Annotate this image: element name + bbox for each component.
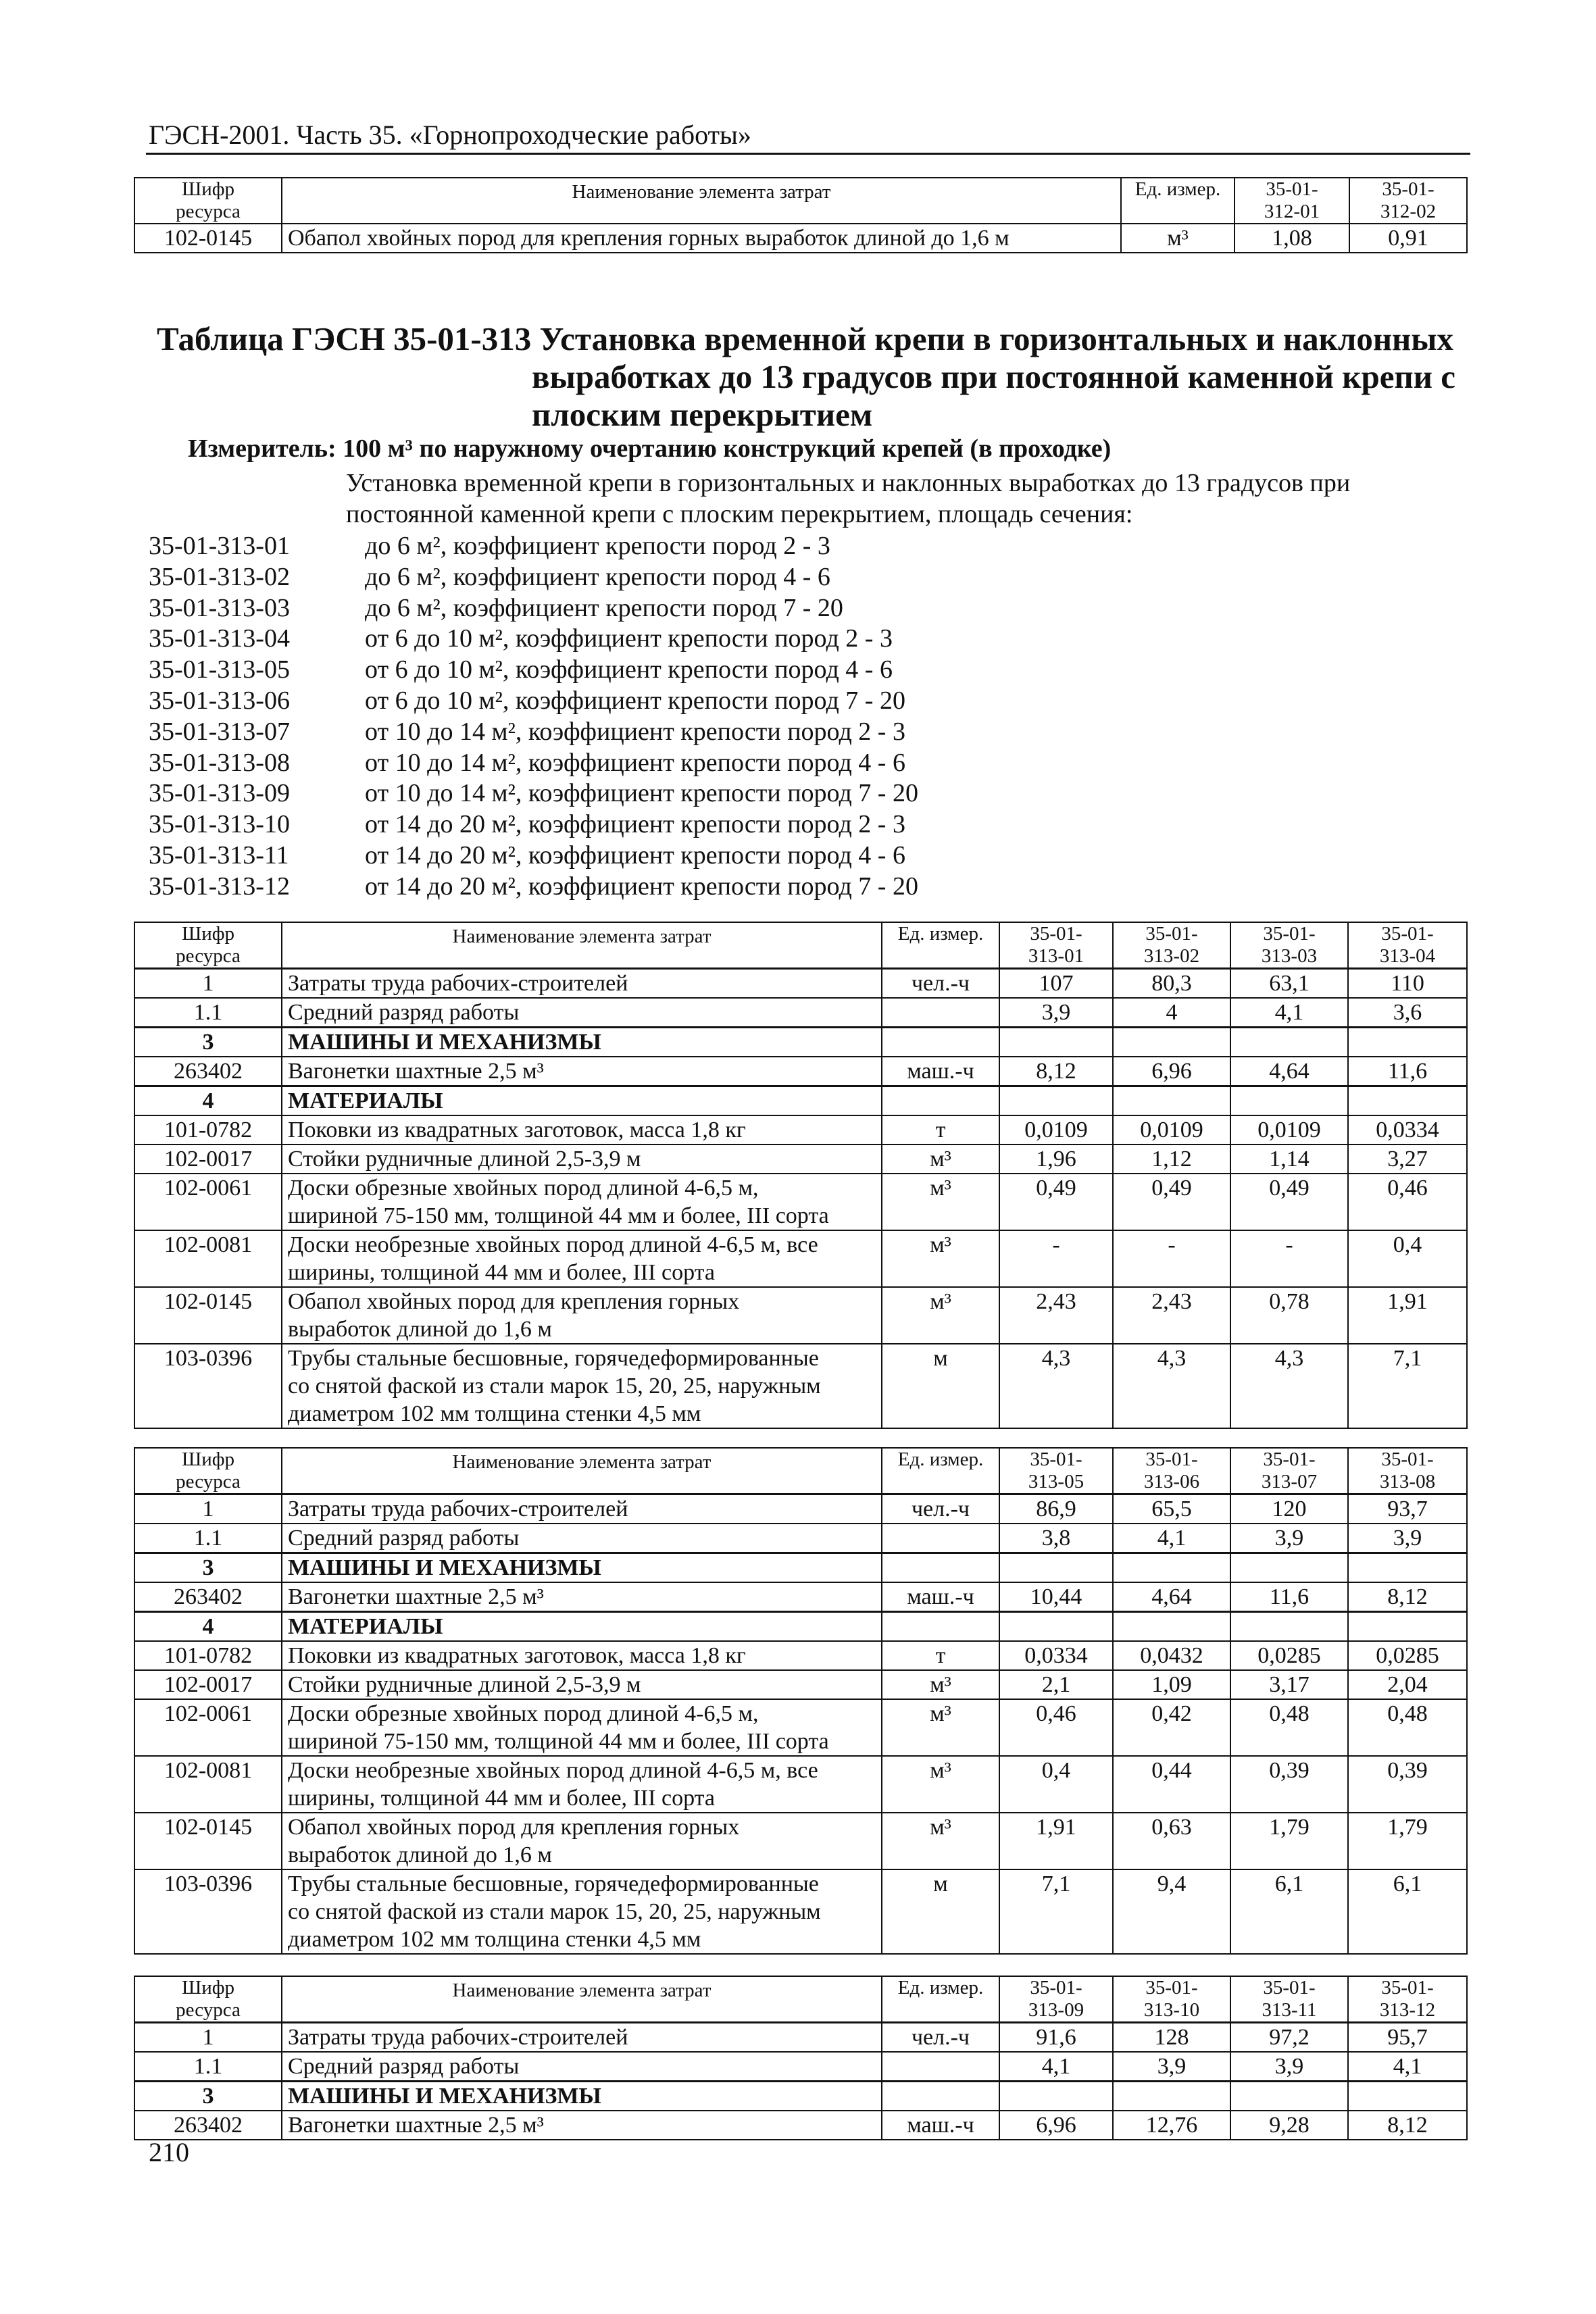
value-cell: 1,91 (1348, 1287, 1467, 1344)
value-cell: 0,0109 (1113, 1115, 1230, 1145)
header-col: 35-01- 313-09 (999, 1976, 1113, 2023)
value-cell: 4,1 (1348, 2052, 1467, 2082)
value-cell: 8,12 (999, 1057, 1113, 1086)
table-row (134, 224, 1467, 253)
table-row (134, 998, 1467, 1028)
header-col: 35-01- 313-08 (1348, 1448, 1467, 1494)
resource-name: Стойки рудничные длиной 2,5-3,9 м (282, 1145, 882, 1174)
table-row (134, 1582, 1467, 1612)
value-cell: 3,9 (1113, 2052, 1230, 2082)
norm-code-list (149, 531, 918, 903)
table-row (134, 2052, 1467, 2082)
resource-name: Затраты труда рабочих-строителей (282, 2023, 882, 2053)
value-cell: 0,0285 (1230, 1641, 1348, 1670)
value-cell: 0,4 (1348, 1230, 1467, 1287)
list-item (149, 593, 918, 624)
header-name: Наименование элемента затрат (282, 1448, 882, 1494)
resource-unit: т (882, 1115, 999, 1145)
header-unit: Ед. измер. (1121, 178, 1235, 224)
value-cell: 91,6 (999, 2023, 1113, 2053)
cost-table-1 (134, 922, 1468, 1429)
resource-code: 3 (134, 2082, 282, 2111)
resource-code: 102-0145 (134, 1813, 282, 1869)
header-col: 35-01- 313-01 (999, 922, 1113, 969)
list-item (149, 624, 918, 655)
norm-code: 35-01-313-11 (149, 840, 289, 870)
header-col: 35-01- 313-03 (1230, 922, 1348, 969)
resource-name: Обапол хвойных пород для крепления горных выработок длиной до 1,6 м (282, 1813, 882, 1869)
resource-code: 103-0396 (134, 1869, 282, 1954)
resource-code: 102-0145 (134, 224, 282, 253)
value-cell (1113, 2082, 1230, 2111)
section-row (134, 1028, 1467, 1057)
header-code: Шифр ресурса (134, 1976, 282, 2023)
resource-unit (882, 2082, 999, 2111)
table-row (134, 1057, 1467, 1086)
cost-table-3 (134, 1976, 1468, 2140)
value-cell: 128 (1113, 2023, 1230, 2053)
norm-description: от 6 до 10 м², коэффициент крепости пород 7 - 20 (365, 686, 905, 715)
norm-description: от 10 до 14 м², коэффициент крепости пород 4 - 6 (365, 748, 905, 777)
table-row (134, 1145, 1467, 1174)
resource-unit: м³ (882, 1813, 999, 1869)
table-row (134, 1230, 1467, 1287)
list-item (149, 748, 918, 779)
resource-code: 102-0145 (134, 1287, 282, 1344)
value-cell: 2,43 (999, 1287, 1113, 1344)
resource-code: 101-0782 (134, 1641, 282, 1670)
value-cell (999, 2082, 1113, 2111)
norm-code: 35-01-313-01 (149, 532, 290, 560)
resource-name: Доски обрезные хвойных пород длиной 4-6,5 м, шириной 75-150 мм, толщиной 44 мм и более, III сорта (282, 1699, 882, 1756)
header-col: 35-01- 313-02 (1113, 922, 1230, 969)
header-unit: Ед. измер. (882, 1448, 999, 1494)
value-cell (999, 1553, 1113, 1583)
norm-description: от 10 до 14 м², коэффициент крепости пород 7 - 20 (365, 779, 918, 808)
value-cell (1230, 1553, 1348, 1583)
value-cell: 0,39 (1348, 1756, 1467, 1813)
value-cell: 6,1 (1230, 1869, 1348, 1954)
value-cell: 0,0334 (999, 1641, 1113, 1670)
resource-unit: маш.-ч (882, 1582, 999, 1612)
resource-code: 3 (134, 1028, 282, 1057)
value-cell: 1,96 (999, 1145, 1113, 1174)
table-row (134, 1344, 1467, 1428)
value-cell: 0,48 (1348, 1699, 1467, 1756)
value-cell: 80,3 (1113, 969, 1230, 999)
resource-name: Вагонетки шахтные 2,5 м³ (282, 1582, 882, 1612)
resource-code: 1 (134, 2023, 282, 2053)
norm-description: до 6 м², коэффициент крепости пород 2 - 3 (365, 532, 830, 560)
resource-unit: чел.-ч (882, 2023, 999, 2053)
value-cell: 7,1 (1348, 1344, 1467, 1428)
list-item (149, 872, 918, 903)
value-cell (1113, 1028, 1230, 1057)
value-cell: 0,44 (1113, 1756, 1230, 1813)
list-item (149, 562, 918, 593)
resource-unit: чел.-ч (882, 969, 999, 999)
resource-unit: м³ (882, 1145, 999, 1174)
resource-unit: м³ (882, 1756, 999, 1813)
resource-code: 1 (134, 1494, 282, 1524)
norm-code: 35-01-313-03 (149, 593, 290, 622)
intro-text: Установка временной крепи в горизонтальных и наклонных выработках до 13 градусов при постоянной каменной крепи с плоским перекрытием, площадь сечения: (346, 469, 1351, 528)
resource-name: МАШИНЫ И МЕХАНИЗМЫ (282, 1028, 882, 1057)
norm-code: 35-01-313-10 (149, 810, 290, 839)
resource-unit (882, 1612, 999, 1642)
norm-code: 35-01-313-12 (149, 872, 290, 901)
value-cell (1348, 2082, 1467, 2111)
resource-code: 102-0061 (134, 1174, 282, 1230)
resource-unit: чел.-ч (882, 1494, 999, 1524)
value-cell: 6,96 (1113, 1057, 1230, 1086)
value-cell: 1,79 (1348, 1813, 1467, 1869)
norm-code: 35-01-313-04 (149, 624, 290, 653)
resource-unit: м³ (882, 1287, 999, 1344)
page-number: 210 (149, 2137, 189, 2167)
value-cell: 0,0334 (1348, 1115, 1467, 1145)
header-unit: Ед. измер. (882, 922, 999, 969)
norm-description: от 10 до 14 м², коэффициент крепости пород 2 - 3 (365, 717, 905, 746)
resource-name: Стойки рудничные длиной 2,5-3,9 м (282, 1670, 882, 1699)
list-item (149, 686, 918, 717)
value-cell: 1,79 (1230, 1813, 1348, 1869)
top-resource-table (134, 177, 1468, 253)
value-cell: 2,43 (1113, 1287, 1230, 1344)
value-cell (999, 1612, 1113, 1642)
header-col: 35-01- 313-10 (1113, 1976, 1230, 2023)
value-cell: 65,5 (1113, 1494, 1230, 1524)
value-cell: 0,0285 (1348, 1641, 1467, 1670)
table-header-row (134, 1448, 1467, 1494)
value-cell: 1,91 (999, 1813, 1113, 1869)
value-cell: 93,7 (1348, 1494, 1467, 1524)
list-item (149, 655, 918, 686)
header-code: Шифр ресурса (134, 178, 282, 224)
resource-name: МАТЕРИАЛЫ (282, 1612, 882, 1642)
resource-unit: м (882, 1344, 999, 1428)
resource-unit (882, 1028, 999, 1057)
list-item (149, 809, 918, 840)
table-row (134, 2023, 1467, 2053)
table-row (134, 1699, 1467, 1756)
header-rule (146, 153, 1470, 155)
resource-code: 102-0017 (134, 1145, 282, 1174)
table-header-row (134, 178, 1467, 224)
resource-code: 102-0017 (134, 1670, 282, 1699)
resource-unit (882, 998, 999, 1028)
header-col: 35-01- 313-12 (1348, 1976, 1467, 2023)
resource-name: Затраты труда рабочих-строителей (282, 1494, 882, 1524)
list-item (149, 717, 918, 748)
norm-code: 35-01-313-06 (149, 686, 290, 715)
value-cell (1113, 1612, 1230, 1642)
table-row (134, 1115, 1467, 1145)
resource-name: Доски необрезные хвойных пород длиной 4-6,5 м, все ширины, толщиной 44 мм и более, III сорта (282, 1230, 882, 1287)
header-col: 35-01- 313-05 (999, 1448, 1113, 1494)
norm-description: от 6 до 10 м², коэффициент крепости пород 4 - 6 (365, 655, 893, 684)
resource-code: 1.1 (134, 998, 282, 1028)
value-cell: 110 (1348, 969, 1467, 999)
header-name: Наименование элемента затрат (282, 178, 1121, 224)
value-cell (1348, 1612, 1467, 1642)
resource-code: 1 (134, 969, 282, 999)
value-cell: 0,63 (1113, 1813, 1230, 1869)
value-cell: 0,49 (999, 1174, 1113, 1230)
value-cell: - (1113, 1230, 1230, 1287)
value-cell: 2,04 (1348, 1670, 1467, 1699)
value-cell (1348, 1086, 1467, 1116)
resource-name: Средний разряд работы (282, 1524, 882, 1553)
value-cell: 0,78 (1230, 1287, 1348, 1344)
norm-description: до 6 м², коэффициент крепости пород 4 - 6 (365, 562, 830, 591)
resource-name: Доски обрезные хвойных пород длиной 4-6,5 м, шириной 75-150 мм, толщиной 44 мм и более, III сорта (282, 1174, 882, 1230)
resource-name: МАШИНЫ И МЕХАНИЗМЫ (282, 2082, 882, 2111)
header-unit: Ед. измер. (882, 1976, 999, 2023)
norm-description: от 14 до 20 м², коэффициент крепости пород 7 - 20 (365, 872, 918, 901)
resource-code: 1.1 (134, 2052, 282, 2082)
resource-code: 102-0081 (134, 1756, 282, 1813)
resource-name: Средний разряд работы (282, 998, 882, 1028)
table-header-row (134, 922, 1467, 969)
cost-table-2 (134, 1447, 1468, 1955)
resource-name: Вагонетки шахтные 2,5 м³ (282, 2111, 882, 2140)
resource-name: Средний разряд работы (282, 2052, 882, 2082)
resource-name: Затраты труда рабочих-строителей (282, 969, 882, 999)
header-col: 35-01- 313-04 (1348, 922, 1467, 969)
value-cell: 4,3 (999, 1344, 1113, 1428)
header-name: Наименование элемента затрат (282, 1976, 882, 2023)
value-cell: 1,09 (1113, 1670, 1230, 1699)
resource-unit (882, 1553, 999, 1583)
value-cell: 3,27 (1348, 1145, 1467, 1174)
value-cell: 0,49 (1230, 1174, 1348, 1230)
resource-unit: маш.-ч (882, 1057, 999, 1086)
value-cell: 3,9 (1230, 2052, 1348, 2082)
table-row (134, 1670, 1467, 1699)
value-cell: 4 (1113, 998, 1230, 1028)
resource-code: 103-0396 (134, 1344, 282, 1428)
table-row (134, 1869, 1467, 1954)
resource-name: Обапол хвойных пород для крепления горных выработок длиной до 1,6 м (282, 224, 1121, 253)
resource-code: 102-0061 (134, 1699, 282, 1756)
resource-name: Поковки из квадратных заготовок, масса 1,8 кг (282, 1641, 882, 1670)
resource-name: Поковки из квадратных заготовок, масса 1,8 кг (282, 1115, 882, 1145)
value-cell: 86,9 (999, 1494, 1113, 1524)
list-item (149, 778, 918, 809)
value-cell: 1,08 (1235, 224, 1349, 253)
header-col: 35-01- 313-06 (1113, 1448, 1230, 1494)
value-cell (1113, 1553, 1230, 1583)
value-cell: 10,44 (999, 1582, 1113, 1612)
value-cell: 120 (1230, 1494, 1348, 1524)
measure-unit: Измеритель: 100 м³ по наружному очертанию конструкций крепей (в проходке) (188, 434, 1112, 463)
value-cell: 107 (999, 969, 1113, 999)
table-row (134, 1287, 1467, 1344)
table-row (134, 1641, 1467, 1670)
value-cell: 95,7 (1348, 2023, 1467, 2053)
value-cell: 4,3 (1230, 1344, 1348, 1428)
value-cell: 0,39 (1230, 1756, 1348, 1813)
table-title: Таблица ГЭСН 35-01-313 Установка временной крепи в горизонтальных и наклонных выработках до 13 градусов при постоянной каменной крепи с плоским перекрытием (157, 320, 1455, 433)
value-cell: 4,1 (999, 2052, 1113, 2082)
resource-unit: т (882, 1641, 999, 1670)
resource-unit (882, 2052, 999, 2082)
norm-description: до 6 м², коэффициент крепости пород 7 - 20 (365, 593, 843, 622)
resource-unit (882, 1524, 999, 1553)
resource-code: 101-0782 (134, 1115, 282, 1145)
resource-code: 263402 (134, 1057, 282, 1086)
resource-unit: м³ (882, 1699, 999, 1756)
norm-description: от 6 до 10 м², коэффициент крепости пород 2 - 3 (365, 624, 893, 653)
resource-unit: м³ (882, 1670, 999, 1699)
value-cell (1230, 1086, 1348, 1116)
value-cell: 3,9 (999, 998, 1113, 1028)
value-cell: 4,64 (1113, 1582, 1230, 1612)
resource-unit: м (882, 1869, 999, 1954)
value-cell: 2,1 (999, 1670, 1113, 1699)
value-cell: 3,6 (1348, 998, 1467, 1028)
norm-code: 35-01-313-02 (149, 562, 290, 591)
value-cell: 4,1 (1230, 998, 1348, 1028)
header-name: Наименование элемента затрат (282, 922, 882, 969)
table-row (134, 1524, 1467, 1553)
value-cell: 1,12 (1113, 1145, 1230, 1174)
resource-name: МАТЕРИАЛЫ (282, 1086, 882, 1116)
table-row (134, 969, 1467, 999)
value-cell: 0,0109 (999, 1115, 1113, 1145)
value-cell: 0,0432 (1113, 1641, 1230, 1670)
value-cell: 3,9 (1348, 1524, 1467, 1553)
value-cell: 0,49 (1113, 1174, 1230, 1230)
value-cell: 0,4 (999, 1756, 1113, 1813)
value-cell: 0,42 (1113, 1699, 1230, 1756)
resource-code: 1.1 (134, 1524, 282, 1553)
table-header-row (134, 1976, 1467, 2023)
resource-unit: м³ (1121, 224, 1235, 253)
value-cell: 6,96 (999, 2111, 1113, 2140)
value-cell: 0,91 (1349, 224, 1467, 253)
norm-code: 35-01-313-08 (149, 748, 290, 777)
value-cell: 0,46 (1348, 1174, 1467, 1230)
value-cell: 9,4 (1113, 1869, 1230, 1954)
table-row (134, 1756, 1467, 1813)
value-cell: 9,28 (1230, 2111, 1348, 2140)
value-cell: 3,9 (1230, 1524, 1348, 1553)
value-cell (1230, 1612, 1348, 1642)
resource-code: 3 (134, 1553, 282, 1583)
resource-unit (882, 1086, 999, 1116)
value-cell: 4,1 (1113, 1524, 1230, 1553)
header-col: 35-01- 313-07 (1230, 1448, 1348, 1494)
header-col: 35-01- 313-11 (1230, 1976, 1348, 2023)
section-row (134, 1553, 1467, 1583)
resource-name: МАШИНЫ И МЕХАНИЗМЫ (282, 1553, 882, 1583)
resource-code: 102-0081 (134, 1230, 282, 1287)
list-item (149, 531, 918, 562)
resource-name: Трубы стальные бесшовные, горячедеформированные со снятой фаской из стали марок 15, 20, 25, наружным диаметром 102 мм толщина стенки 4,5 мм (282, 1869, 882, 1954)
value-cell: 11,6 (1348, 1057, 1467, 1086)
table-row (134, 2111, 1467, 2140)
norm-code: 35-01-313-05 (149, 655, 290, 684)
header-code: Шифр ресурса (134, 922, 282, 969)
header-col: 35-01- 312-02 (1349, 178, 1467, 224)
list-item (149, 840, 918, 872)
value-cell: 4,3 (1113, 1344, 1230, 1428)
section-row (134, 2082, 1467, 2111)
value-cell: 0,0109 (1230, 1115, 1348, 1145)
value-cell: 3,8 (999, 1524, 1113, 1553)
table-row (134, 1174, 1467, 1230)
resource-code: 4 (134, 1612, 282, 1642)
resource-name: Вагонетки шахтные 2,5 м³ (282, 1057, 882, 1086)
norm-description: от 14 до 20 м², коэффициент крепости пород 4 - 6 (365, 840, 905, 870)
value-cell: 3,17 (1230, 1670, 1348, 1699)
running-header: ГЭСН-2001. Часть 35. «Горнопроходческие работы» (149, 120, 751, 150)
value-cell: 1,14 (1230, 1145, 1348, 1174)
value-cell (1230, 2082, 1348, 2111)
resource-name: Обапол хвойных пород для крепления горных выработок длиной до 1,6 м (282, 1287, 882, 1344)
value-cell (1113, 1086, 1230, 1116)
value-cell: 7,1 (999, 1869, 1113, 1954)
value-cell: 63,1 (1230, 969, 1348, 999)
value-cell: 8,12 (1348, 1582, 1467, 1612)
section-row (134, 1612, 1467, 1642)
value-cell (999, 1086, 1113, 1116)
resource-unit: м³ (882, 1230, 999, 1287)
value-cell: 11,6 (1230, 1582, 1348, 1612)
resource-code: 263402 (134, 1582, 282, 1612)
value-cell (1348, 1028, 1467, 1057)
value-cell: 0,48 (1230, 1699, 1348, 1756)
resource-name: Трубы стальные бесшовные, горячедеформированные со снятой фаской из стали марок 15, 20, 25, наружным диаметром 102 мм толщина стенки 4,5 мм (282, 1344, 882, 1428)
value-cell: 97,2 (1230, 2023, 1348, 2053)
value-cell: 8,12 (1348, 2111, 1467, 2140)
resource-code: 263402 (134, 2111, 282, 2140)
table-row (134, 1494, 1467, 1524)
section-row (134, 1086, 1467, 1116)
norm-description: от 14 до 20 м², коэффициент крепости пород 2 - 3 (365, 810, 905, 839)
value-cell: - (1230, 1230, 1348, 1287)
value-cell (1348, 1553, 1467, 1583)
resource-unit: м³ (882, 1174, 999, 1230)
resource-name: Доски необрезные хвойных пород длиной 4-6,5 м, все ширины, толщиной 44 мм и более, III сорта (282, 1756, 882, 1813)
resource-unit: маш.-ч (882, 2111, 999, 2140)
header-code: Шифр ресурса (134, 1448, 282, 1494)
value-cell: 0,46 (999, 1699, 1113, 1756)
value-cell: 4,64 (1230, 1057, 1348, 1086)
value-cell (1230, 1028, 1348, 1057)
value-cell: - (999, 1230, 1113, 1287)
norm-code: 35-01-313-07 (149, 717, 290, 746)
value-cell: 12,76 (1113, 2111, 1230, 2140)
resource-code: 4 (134, 1086, 282, 1116)
header-col: 35-01- 312-01 (1235, 178, 1349, 224)
norm-code: 35-01-313-09 (149, 779, 290, 808)
value-cell (999, 1028, 1113, 1057)
table-row (134, 1813, 1467, 1869)
value-cell: 6,1 (1348, 1869, 1467, 1954)
